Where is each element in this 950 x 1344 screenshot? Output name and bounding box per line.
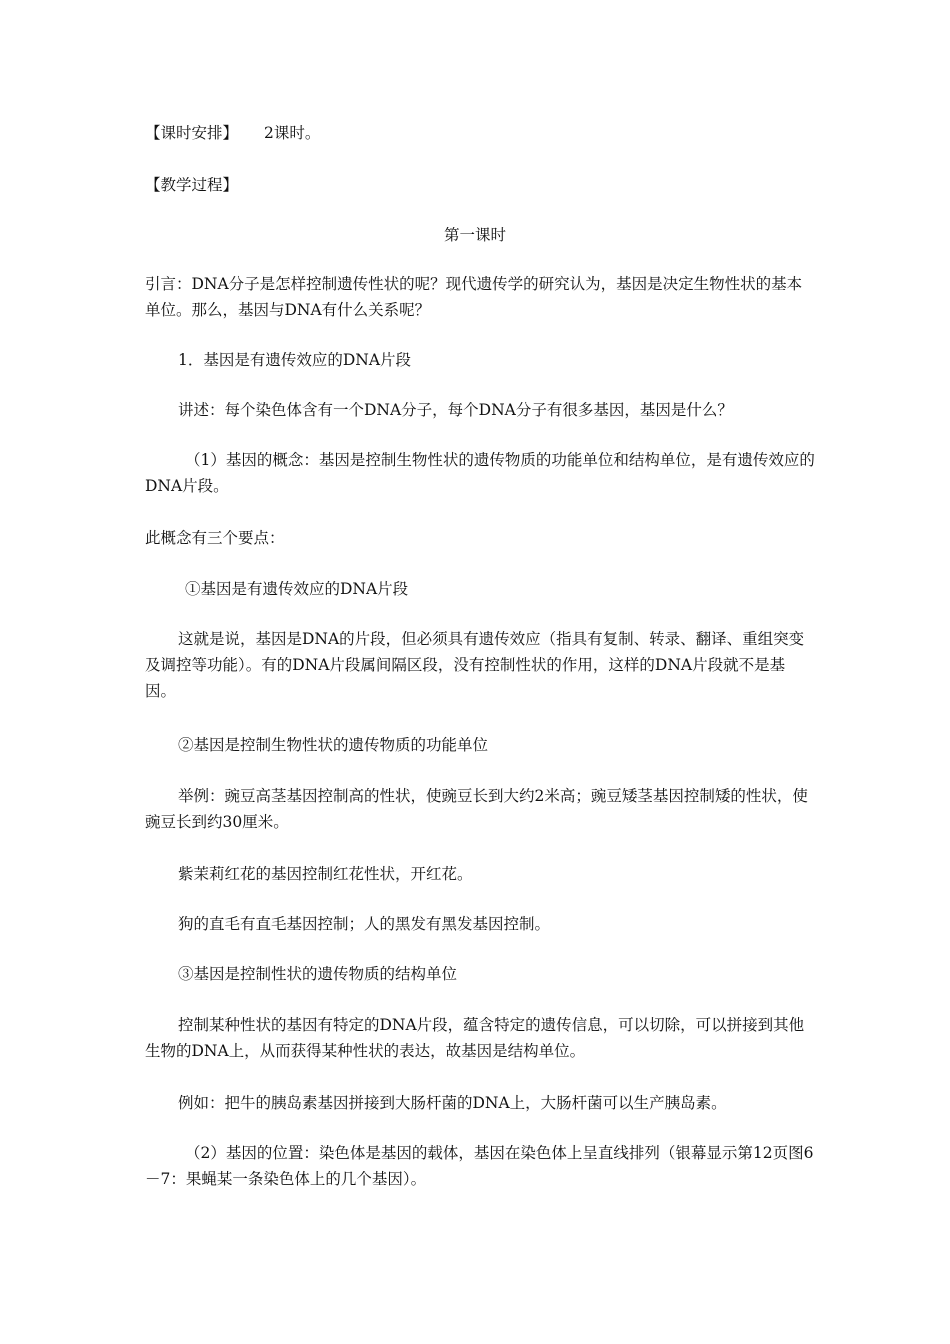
schedule-line: [145, 120, 815, 146]
schedule-label: 【课时安排】: [145, 124, 239, 142]
location-paragraph: （2）基因的位置：染色体是基因的载体，基因在染色体上呈直线排列（银幕显示第12页图6－7：果蝇某一条染色体上的几个基因）。: [145, 1144, 814, 1188]
process-label: 【教学过程】: [145, 176, 239, 194]
three-points-intro: 此概念有三个要点：: [145, 529, 285, 547]
schedule-value: 2课时。: [264, 124, 321, 142]
point-2-heading: ②基因是控制生物性状的遗传物质的功能单位: [178, 736, 489, 754]
narration-paragraph: 讲述：每个染色体含有一个DNA分子，每个DNA分子有很多基因，基因是什么？: [178, 401, 733, 419]
lesson-title: 第一课时: [443, 226, 506, 244]
point-1-explanation: 这就是说，基因是DNA的片段，但必须具有遗传效应（指具有复制、转录、翻译、重组突变及调控等功能）。有的DNA片段属间隔区段，没有控制性状的作用，这样的DNA片段就不是基因。: [145, 630, 805, 700]
intro-paragraph: 引言：DNA分子是怎样控制遗传性状的呢？现代遗传学的研究认为，基因是决定生物性状的基本单位。那么，基因与DNA有什么关系呢？: [145, 275, 803, 319]
concept-paragraph: （1）基因的概念：基因是控制生物性状的遗传物质的功能单位和结构单位，是有遗传效应的DNA片段。: [145, 451, 815, 495]
example-1-paragraph: 举例：豌豆高茎基因控制高的性状，使豌豆长到大约2米高；豌豆矮茎基因控制矮的性状，使豌豆长到约30厘米。: [145, 787, 808, 831]
point-3-explanation: 控制某种性状的基因有特定的DNA片段，蕴含特定的遗传信息，可以切除，可以拼接到其他生物的DNA上，从而获得某种性状的表达，故基因是结构单位。: [145, 1016, 805, 1060]
section-heading-1: 1．基因是有遗传效应的DNA片段: [178, 351, 412, 369]
example-3-paragraph: 狗的直毛有直毛基因控制；人的黑发有黑发基因控制。: [178, 915, 551, 933]
point-3-heading: ③基因是控制性状的遗传物质的结构单位: [178, 965, 458, 983]
example-2-paragraph: 紫茉莉红花的基因控制红花性状，开红花。: [178, 865, 473, 883]
point-1-heading: ①基因是有遗传效应的DNA片段: [185, 580, 409, 598]
example-4-paragraph: 例如：把牛的胰岛素基因拼接到大肠杆菌的DNA上，大肠杆菌可以生产胰岛素。: [178, 1094, 727, 1112]
